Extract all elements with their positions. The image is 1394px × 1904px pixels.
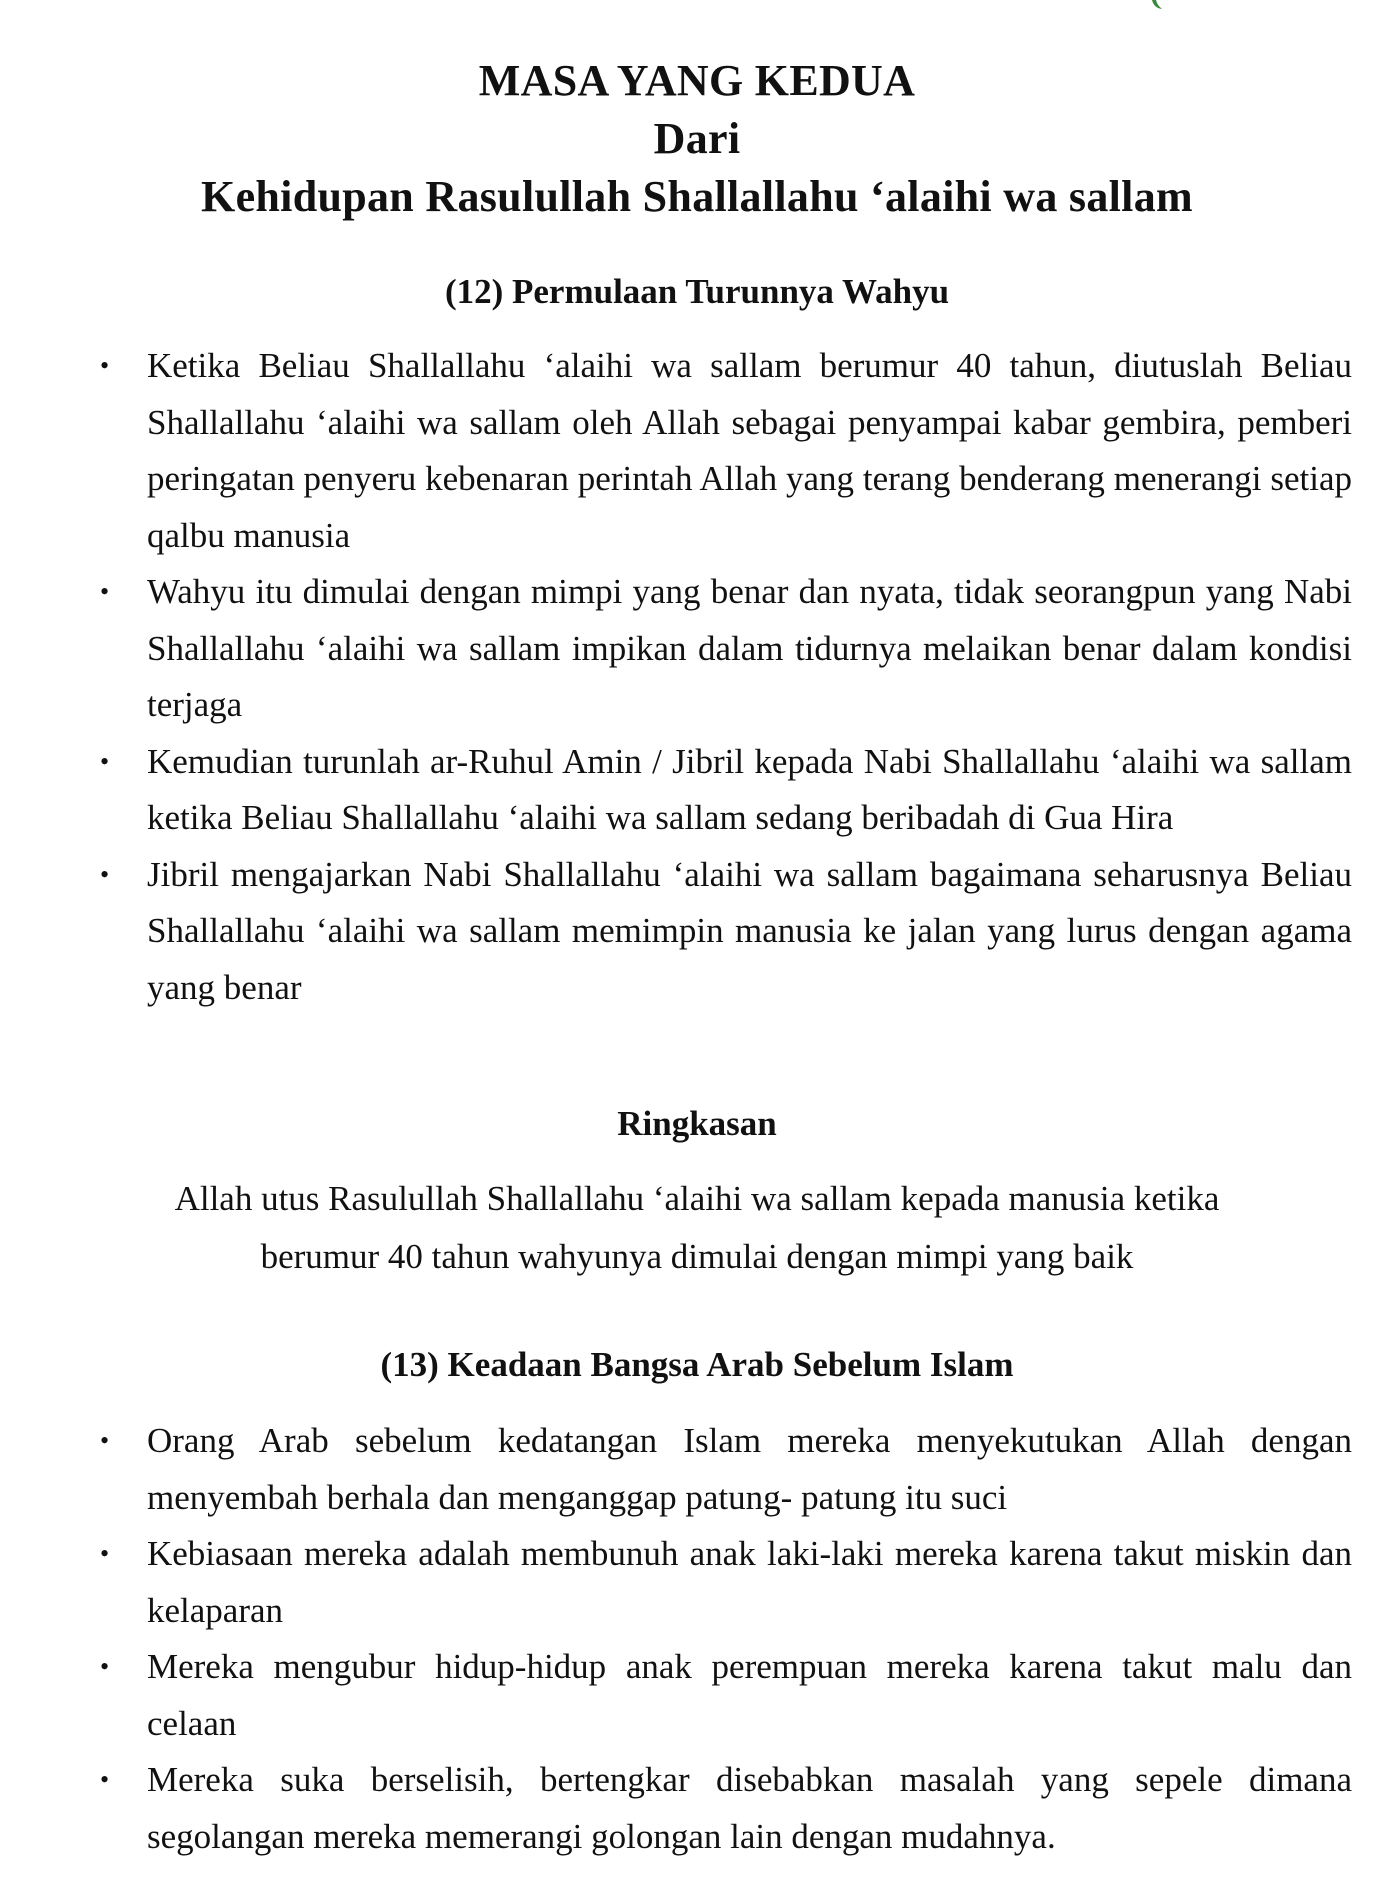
section-13-bullet-list	[100, 1413, 1352, 1865]
bullet-icon: •	[100, 859, 110, 889]
list-item	[100, 1752, 1352, 1865]
title-line-1: MASA YANG KEDUA	[478, 56, 916, 105]
section-12-bullet-list	[100, 338, 1352, 1016]
section-12-heading: (12) Permulaan Turunnya Wahyu	[444, 272, 950, 311]
list-item-text: Mereka suka berselisih, bertengkar disebabkan masalah yang sepele dimana segolangan mereka memerangi golongan lain dengan mudahnya.	[147, 1760, 1352, 1856]
list-item	[100, 1639, 1352, 1752]
bullet-icon: •	[100, 1765, 110, 1794]
summary-line-2: berumur 40 tahun wahyunya dimulai dengan mimpi yang baik	[260, 1237, 1134, 1276]
bullet-icon: •	[100, 577, 110, 606]
bullet-icon: •	[100, 1539, 110, 1568]
summary-text	[80, 1170, 1314, 1286]
bullet-icon: •	[100, 1652, 110, 1681]
title-line-2: Dari	[653, 114, 741, 163]
bullet-icon: •	[100, 746, 110, 776]
title-line-3: Kehidupan Rasulullah Shallallahu ‘alaihi wa sallam	[201, 172, 1193, 221]
green-leaf-corner-icon	[1150, 0, 1164, 10]
list-item-text: Orang Arab sebelum kedatangan Islam mereka menyekutukan Allah dengan menyembah berhala dan menganggap patung- patung itu suci	[147, 1421, 1352, 1517]
list-item	[100, 338, 1352, 564]
summary-heading: Ringkasan	[617, 1104, 777, 1143]
list-item	[100, 1413, 1352, 1526]
list-item	[100, 847, 1352, 1017]
list-item-text: Kemudian turunlah ar-Ruhul Amin / Jibril kepada Nabi Shallallahu ‘alaihi wa sallam ketika Beliau Shallallahu ‘alaihi wa sallam sedang beribadah di Gua Hira	[147, 741, 1352, 837]
list-item-text: Mereka mengubur hidup-hidup anak perempuan mereka karena takut malu dan celaan	[147, 1647, 1352, 1743]
document-title	[0, 52, 1394, 226]
summary-line-1: Allah utus Rasulullah Shallallahu ‘alaihi wa sallam kepada manusia ketika	[174, 1179, 1220, 1218]
bullet-icon: •	[100, 351, 110, 380]
section-13-heading: (13) Keadaan Bangsa Arab Sebelum Islam	[380, 1345, 1014, 1384]
list-item	[100, 564, 1352, 734]
list-item-text: Ketika Beliau Shallallahu ‘alaihi wa sallam berumur 40 tahun, diutuslah Beliau Shallallahu ‘alaihi wa sallam oleh Allah sebagai penyampai kabar gembira, pemberi peringatan penyeru kebenaran perintah Allah yang terang benderang menerangi setiap qalbu manusia	[147, 346, 1352, 555]
list-item	[100, 1526, 1352, 1639]
list-item	[100, 734, 1352, 847]
list-item-text: Jibril mengajarkan Nabi Shallallahu ‘alaihi wa sallam bagaimana seharusnya Beliau Shallallahu ‘alaihi wa sallam memimpin manusia ke jalan yang lurus dengan agama yang benar	[147, 854, 1352, 1007]
list-item-text: Wahyu itu dimulai dengan mimpi yang benar dan nyata, tidak seorangpun yang Nabi Shallallahu ‘alaihi wa sallam impikan dalam tidurnya melaikan benar dalam kondisi terjaga	[147, 572, 1352, 724]
bullet-icon: •	[100, 1426, 110, 1455]
list-item-text: Kebiasaan mereka adalah membunuh anak laki-laki mereka karena takut miskin dan kelaparan	[147, 1534, 1352, 1630]
